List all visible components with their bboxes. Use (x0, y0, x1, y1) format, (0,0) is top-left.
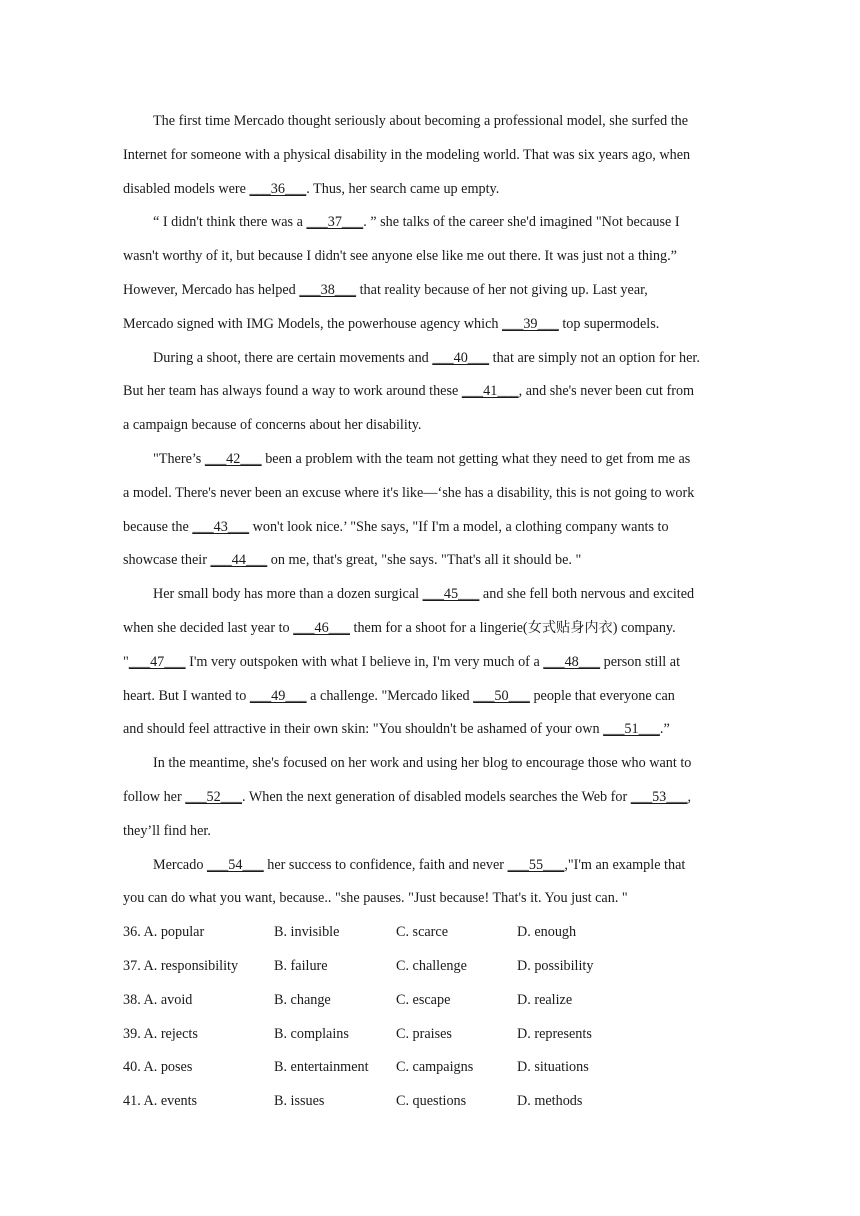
passage-text: " (123, 653, 129, 670)
passage-line (123, 849, 745, 883)
passage-text: Internet for someone with a physical disability in the modeling world. That was six years ago, when (123, 146, 691, 163)
option-choice: D. situations (517, 1059, 589, 1076)
option-choice: D. realize (517, 991, 573, 1008)
option-choice: C. scarce (396, 924, 448, 941)
option-row (123, 950, 745, 984)
option-row (123, 984, 745, 1018)
option-choice: D. methods (517, 1093, 583, 1110)
passage-text: them for a shoot for a lingerie(女式贴身内衣) company. (349, 619, 676, 636)
passage-line (123, 443, 745, 477)
option-choice: D. possibility (517, 957, 594, 974)
blank-number: ___53___ (630, 788, 688, 805)
option-row (123, 1018, 745, 1052)
passage-text: disabled models were (123, 180, 250, 197)
blank-number: ___48___ (543, 653, 601, 670)
blank-number: ___44___ (210, 552, 268, 569)
option-choice: 39. A. rejects (123, 1025, 198, 1042)
passage-line (123, 815, 745, 849)
option-choice: 41. A. events (123, 1093, 198, 1110)
passage-line (123, 646, 745, 680)
passage-line (123, 882, 745, 916)
passage-text: because the (123, 518, 193, 535)
passage-text: follow her (123, 788, 186, 805)
passage-line (123, 680, 745, 714)
passage-text: her success to confidence, faith and never (263, 856, 508, 873)
passage-line (123, 274, 745, 308)
passage-text: However, Mercado has helped (123, 281, 300, 298)
blank-number: ___39___ (502, 315, 559, 332)
passage-line (123, 578, 745, 612)
passage-line (123, 308, 745, 342)
blank-number: ___43___ (192, 518, 250, 535)
blank-number: ___54___ (206, 856, 264, 873)
option-choice: B. change (274, 991, 331, 1008)
passage-text: But her team has always found a way to work around these (123, 383, 462, 400)
passage-line (123, 544, 745, 578)
passage-text: , (687, 788, 692, 805)
passage-text: “ I didn't think there was a (153, 214, 307, 231)
blank-number: ___38___ (299, 281, 357, 298)
blank-number: ___41___ (461, 383, 519, 400)
blank-number: ___36___ (249, 180, 307, 197)
passage-line (123, 342, 745, 376)
option-choice: 37. A. responsibility (123, 957, 239, 974)
passage-text: that reality because of her not giving up. Last year, (356, 281, 648, 298)
option-choice: C. campaigns (396, 1059, 474, 1076)
passage-line (123, 612, 745, 646)
option-row (123, 916, 745, 950)
passage-text: person still at (600, 653, 681, 670)
passage-text: In the meantime, she's focused on her work and using her blog to encourage those who want to (153, 755, 692, 772)
option-choice: 36. A. popular (123, 924, 205, 941)
option-choice: B. failure (274, 957, 328, 974)
passage-text: Her small body has more than a dozen surgical (153, 586, 423, 603)
passage-text: that are simply not an option for her. (489, 349, 700, 366)
passage-text: Mercado signed with IMG Models, the powerhouse agency which (123, 315, 503, 332)
passage-text: I'm very outspoken with what I believe in, I'm very much of a (185, 653, 544, 670)
passage-text: and should feel attractive in their own skin: "You shouldn't be ashamed of your own (123, 721, 604, 738)
passage-line (123, 477, 745, 511)
option-choice: B. entertainment (274, 1059, 369, 1076)
option-row (123, 1085, 745, 1119)
passage-text: and she fell both nervous and excited (479, 586, 695, 603)
answer-options (123, 916, 745, 1119)
passage-text: been a problem with the team not getting what they need to get from me as (261, 450, 691, 467)
cloze-passage (123, 105, 745, 916)
passage-text: Mercado (153, 856, 207, 873)
passage-line (123, 409, 745, 443)
passage-text: top supermodels. (558, 315, 660, 332)
passage-line (123, 747, 745, 781)
passage-text: During a shoot, there are certain movements and (153, 349, 433, 366)
passage-text: when she decided last year to (123, 619, 294, 636)
passage-text: heart. But I wanted to (123, 687, 250, 704)
option-choice: C. praises (396, 1025, 452, 1042)
option-choice: B. complains (274, 1025, 349, 1042)
passage-text: a model. There's never been an excuse where it's like—‘she has a disability, this is not going to work (123, 484, 695, 501)
blank-number: ___50___ (473, 687, 530, 704)
option-choice: B. invisible (274, 924, 340, 941)
passage-line (123, 173, 745, 207)
blank-number: ___40___ (432, 349, 490, 366)
option-choice: C. challenge (396, 957, 467, 974)
passage-text: showcase their (123, 552, 211, 569)
passage-text: a campaign because of concerns about her disability. (123, 417, 422, 434)
option-choice: D. enough (517, 924, 577, 941)
passage-line (123, 240, 745, 274)
passage-text: . ” she talks of the career she'd imagined "Not because I (363, 214, 680, 231)
passage-text: . Thus, her search came up empty. (306, 180, 500, 197)
blank-number: ___47___ (128, 653, 186, 670)
passage-text: won't look nice.’ "She says, "If I'm a model, a clothing company wants to (249, 518, 669, 535)
passage-text: "There’s (153, 450, 205, 467)
option-choice: C. escape (396, 991, 451, 1008)
passage-text: people that everyone can (529, 687, 675, 704)
passage-line (123, 781, 745, 815)
passage-text: a challenge. "Mercado liked (306, 687, 474, 704)
blank-number: ___42___ (204, 450, 262, 467)
option-choice: C. questions (396, 1093, 467, 1110)
passage-text: , and she's never been cut from (518, 383, 695, 400)
option-choice: 38. A. avoid (123, 991, 193, 1008)
blank-number: ___51___ (603, 721, 660, 738)
blank-number: ___55___ (507, 856, 565, 873)
passage-text: . When the next generation of disabled models searches the Web for (242, 788, 631, 805)
passage-text: ,"I'm an example that (564, 856, 686, 873)
blank-number: ___46___ (293, 619, 350, 636)
blank-number: ___37___ (306, 214, 364, 231)
passage-line (123, 375, 745, 409)
passage-line (123, 713, 745, 747)
passage-line (123, 206, 745, 240)
passage-line (123, 139, 745, 173)
passage-line (123, 105, 745, 139)
option-choice: B. issues (274, 1093, 325, 1110)
passage-text: on me, that's great, "she says. "That's all it should be. " (267, 552, 582, 569)
passage-text: you can do what you want, because.. "she pauses. "Just because! That's it. You just can. " (123, 890, 628, 907)
passage-text: they’ll find her. (123, 822, 211, 839)
option-row (123, 1051, 745, 1085)
blank-number: ___52___ (185, 788, 243, 805)
passage-text: wasn't worthy of it, but because I didn't see anyone else like me out there. It was just not a thing.” (123, 248, 677, 265)
passage-line (123, 511, 745, 545)
blank-number: ___45___ (422, 586, 480, 603)
option-choice: D. represents (517, 1025, 592, 1042)
blank-number: ___49___ (249, 687, 307, 704)
option-choice: 40. A. poses (123, 1059, 193, 1076)
document-page (123, 105, 745, 1119)
passage-text: .” (659, 721, 670, 738)
passage-text: The first time Mercado thought seriously about becoming a professional model, she surfed the (153, 113, 689, 129)
